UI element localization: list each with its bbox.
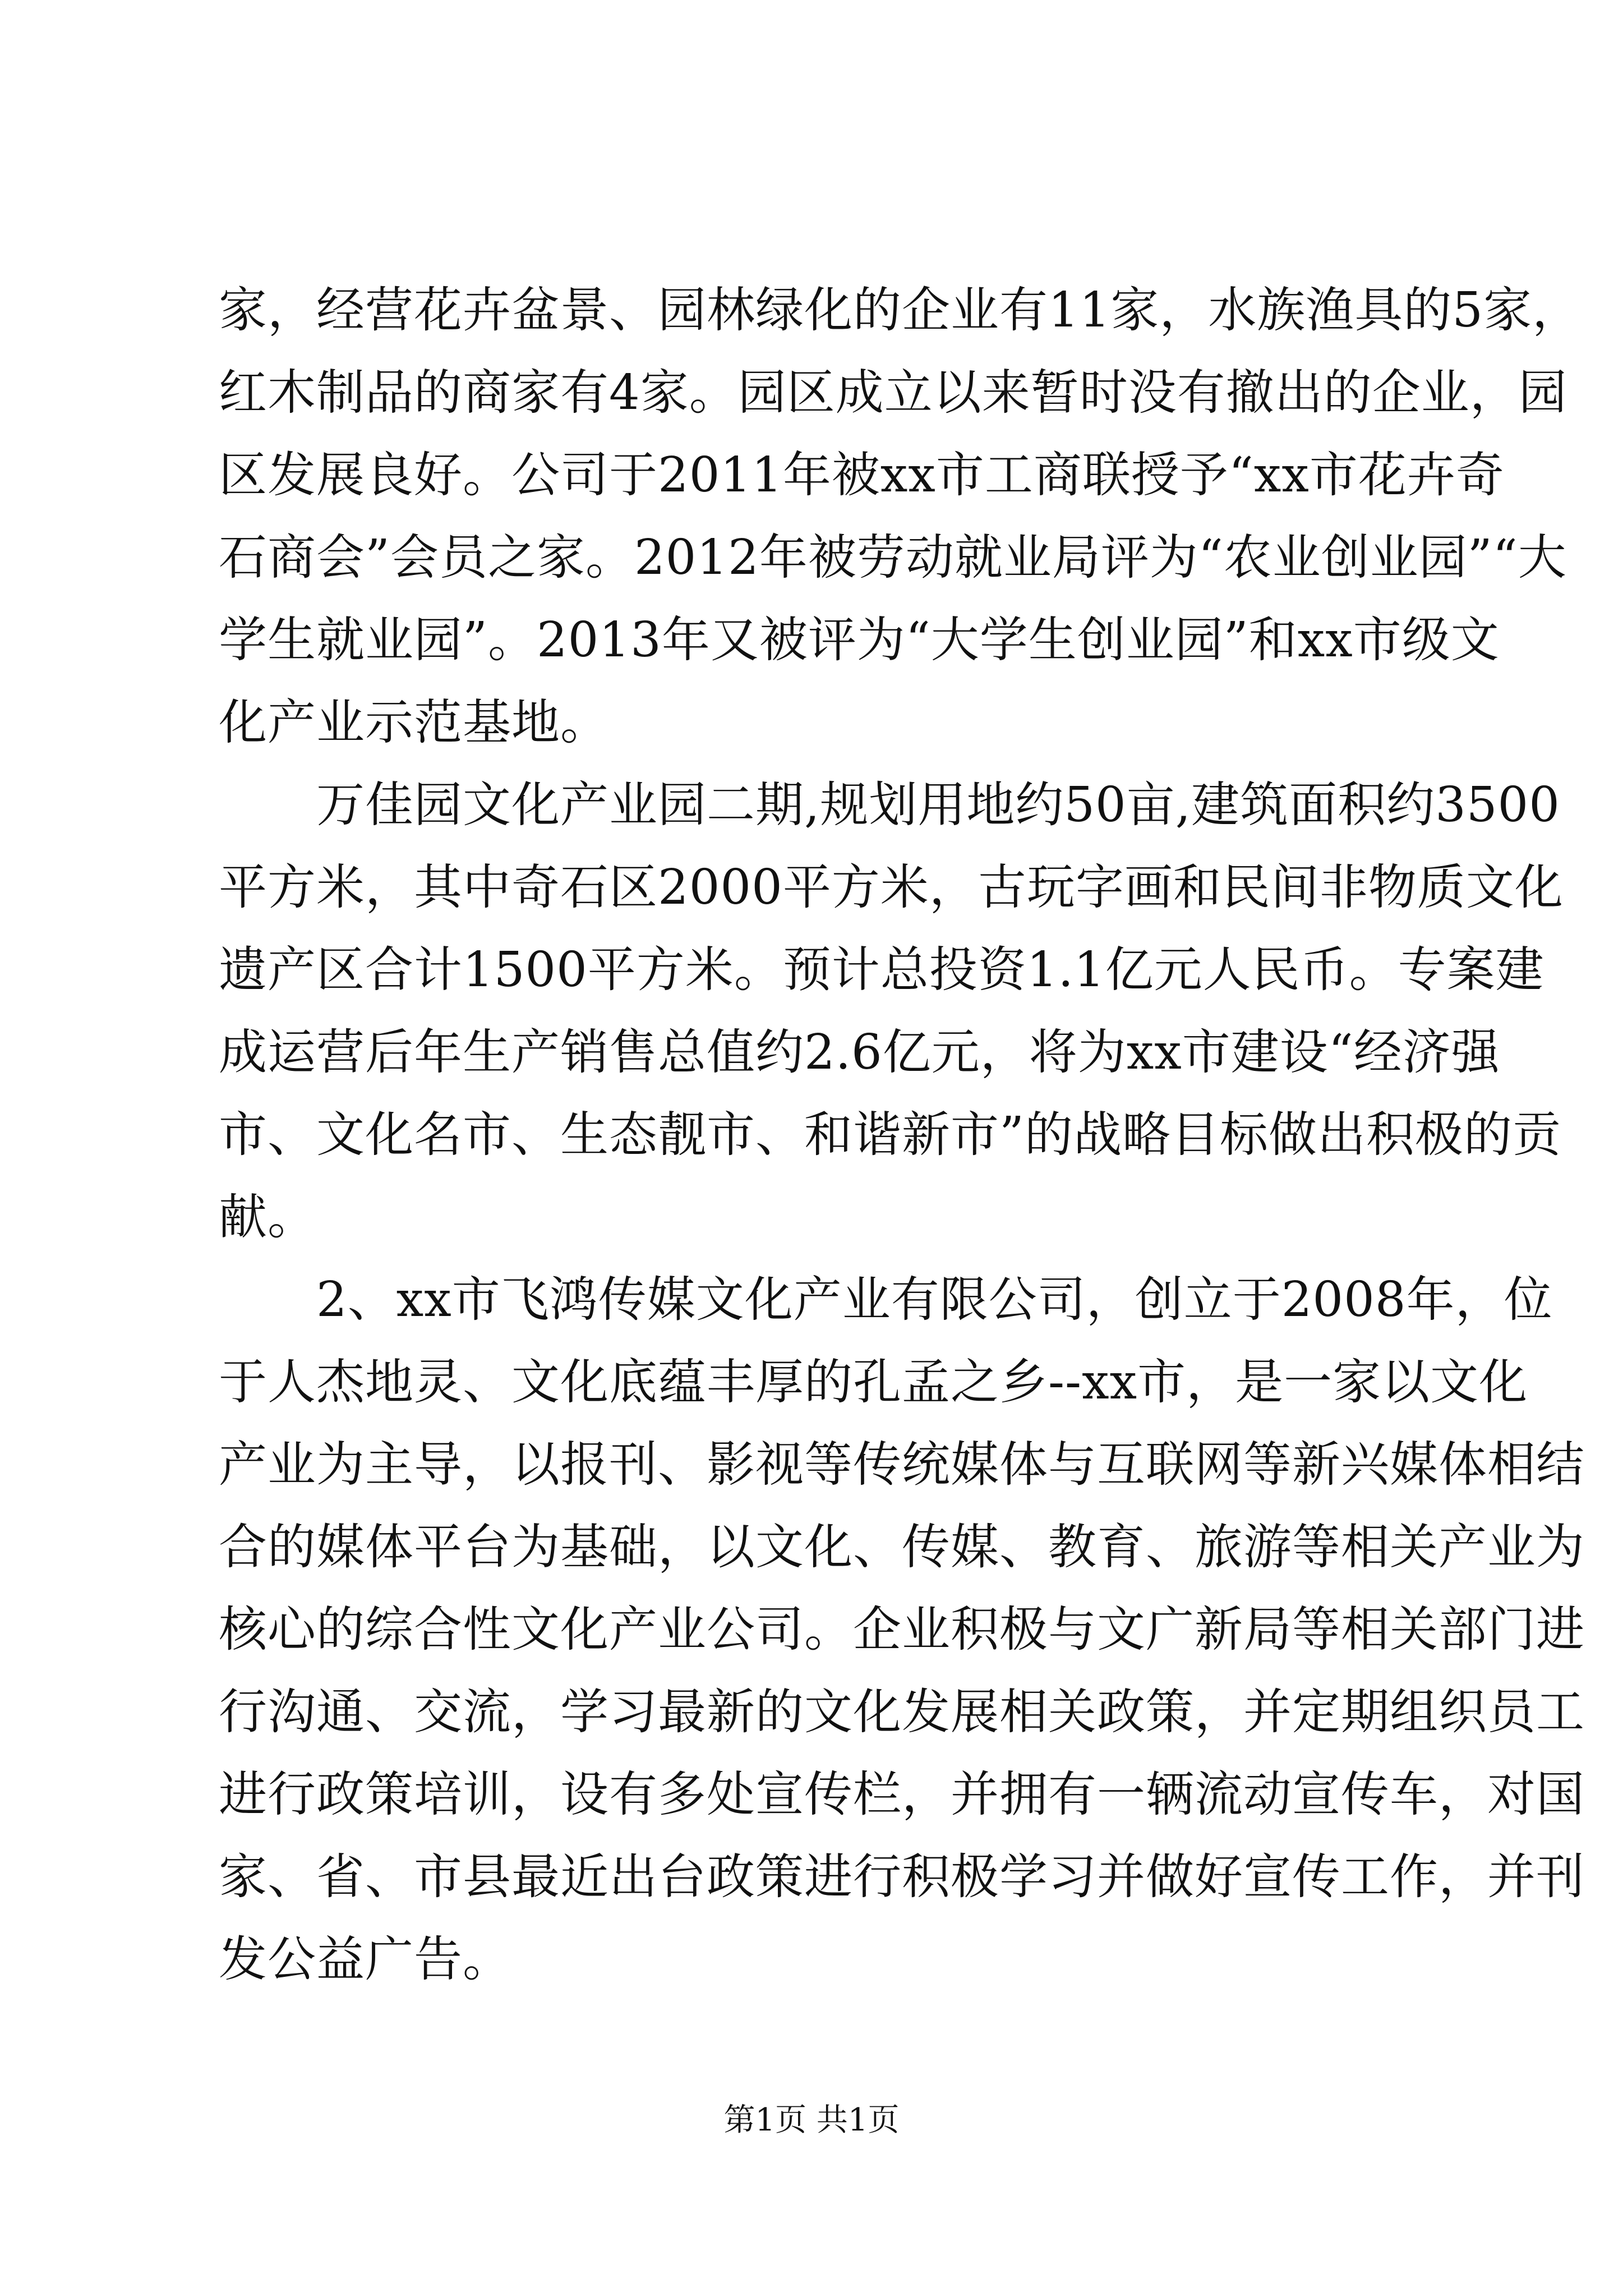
text-line: 行沟通、交流，学习最新的文化发展相关政策，并定期组织员工 — [219, 1684, 1585, 1740]
text-line: 进行政策培训，设有多处宣传栏，并拥有一辆流动宣传车，对国 — [219, 1766, 1585, 1823]
text-line: 市、文化名市、生态靓市、和谐新市”的战略目标做出积极的贡 — [219, 1107, 1561, 1163]
text-line: 发公益广告。 — [219, 1931, 511, 1987]
text-line: 产业为主导，以报刊、影视等传统媒体与互联网等新兴媒体相结 — [219, 1437, 1585, 1493]
text-line: 平方米，其中奇石区2000平方米，古玩字画和民间非物质文化 — [219, 859, 1564, 915]
text-line: 家，经营花卉盆景、园林绿化的企业有11家，水族渔具的5家， — [219, 282, 1581, 338]
text-line: 红木制品的商家有4家。园区成立以来暂时没有撤出的企业，园 — [219, 365, 1567, 421]
text-line: 化产业示范基地。 — [219, 694, 609, 751]
text-line: 核心的综合性文化产业公司。企业积极与文广新局等相关部门进 — [219, 1602, 1585, 1658]
text-line: 万佳园文化产业园二期,规划用地约50亩,建筑面积约3500 — [219, 777, 1560, 833]
text-line: 遗产区合计1500平方米。预计总投资1.1亿元人民币。专案建 — [219, 942, 1544, 998]
text-line: 家、省、市县最近出台政策进行积极学习并做好宣传工作，并刊 — [219, 1849, 1585, 1905]
text-line: 2、xx市飞鸿传媒文化产业有限公司，创立于2008年，位 — [219, 1272, 1553, 1328]
text-line: 成运营后年生产销售总值约2.6亿元，将为xx市建设“经济强 — [219, 1024, 1500, 1080]
document-body — [219, 269, 1585, 2001]
text-line: 石商会”会员之家。2012年被劳动就业局评为“农业创业园”“大 — [219, 530, 1567, 586]
text-line: 学生就业园”。2013年又被评为“大学生创业园”和xx市级文 — [219, 612, 1500, 668]
text-line: 区发展良好。公司于2011年被xx市工商联授予“xx市花卉奇 — [219, 447, 1505, 503]
text-line: 献。 — [219, 1189, 316, 1245]
text-line: 合的媒体平台为基础，以文化、传媒、教育、旅游等相关产业为 — [219, 1519, 1585, 1575]
text-line: 于人杰地灵、文化底蕴丰厚的孔孟之乡--xx市，是一家以文化 — [219, 1354, 1528, 1410]
page-footer: 第1页 共1页 — [723, 2102, 900, 2138]
